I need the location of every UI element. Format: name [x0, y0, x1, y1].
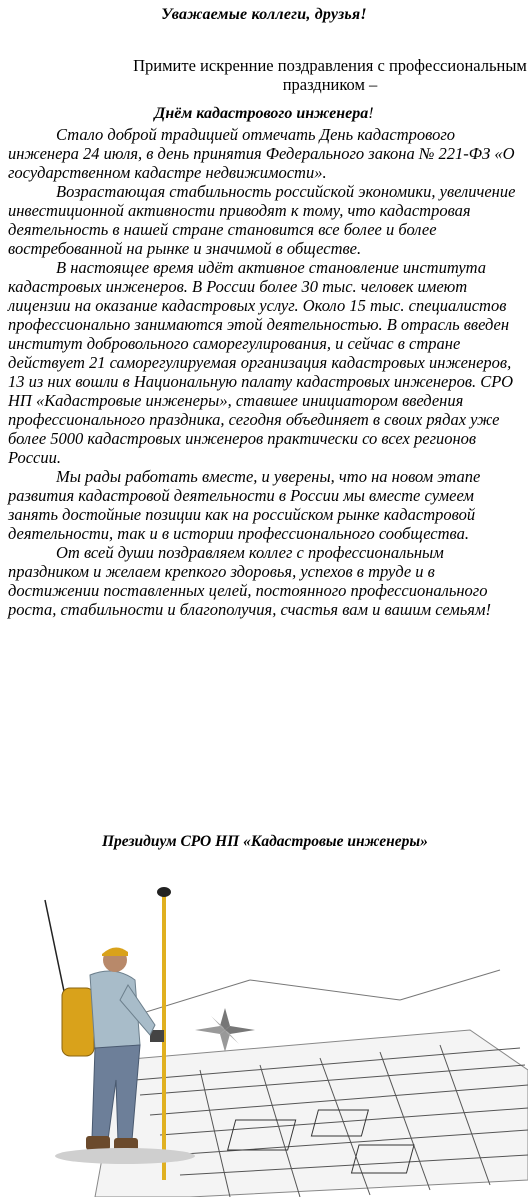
signature: Президиум СРО НП «Кадастровые инженеры»: [102, 833, 428, 850]
surveyor-illustration: [0, 880, 528, 1197]
paragraph-economy: Возрастающая стабильность российской экономики, увеличение инвестиционной активности приводят к тому, что кадастровая деятельность в нашей стране становится все более и более востребованной на рынке и значимой в обществе.: [8, 182, 516, 258]
paragraph-wishes: От всей души поздравляем коллег с профессиональным праздником и желаем крепкого здоровья, успехов в труде и в достижении поставленных целей, постоянного профессионального роста, стабильности и благополучия, счастья вам и вашим семьям!: [8, 543, 491, 619]
blueprint-sheet: [95, 970, 528, 1197]
paragraph-together: Мы рады работать вместе, и уверены, что на новом этапе развития кадастровой деятельности в России мы вместе сумеем занять достойные позиции как на российском рынке кадастровой деятельности, так и в истории профессионального сообщества.: [8, 467, 481, 543]
compass-rose-icon: [195, 1008, 255, 1052]
letter-body: [8, 125, 523, 619]
occasion-title: Днём кадастрового инженера: [154, 105, 369, 122]
occasion-exclamation: !: [368, 105, 374, 122]
occasion-heading: [0, 104, 528, 123]
intro-text: Примите искренние поздравления с профессиональным праздником –: [133, 56, 527, 94]
paragraph-institute: В настоящее время идёт активное становление института кадастровых инженеров. В России более 30 тыс. человек имеют лицензии на оказание кадастровых услуг. Около 15 тыс. специалистов профессионально занимаются этой деятельностью. В отрасль введен институт добровольного саморегулирования, и сейчас в стране действует 21 саморегулируемая организация кадастровых инженеров, 13 из них вошли в Национальную палату кадастровых инженеров. СРО НП «Кадастровые инженеры», ставшее инициатором введения профессионального праздника, сегодня объединяет в своих рядах уже более 5000 кадастровых инженеров практически со всех регионов России.: [8, 258, 514, 467]
paragraph-tradition: Стало доброй традицией отмечать День кадастрового инженера 24 июля, в день принятия Федерального закона № 221-ФЗ «О государственном кадастре недвижимости».: [8, 125, 515, 182]
greeting-heading: Уважаемые коллеги, друзья!: [161, 6, 367, 23]
